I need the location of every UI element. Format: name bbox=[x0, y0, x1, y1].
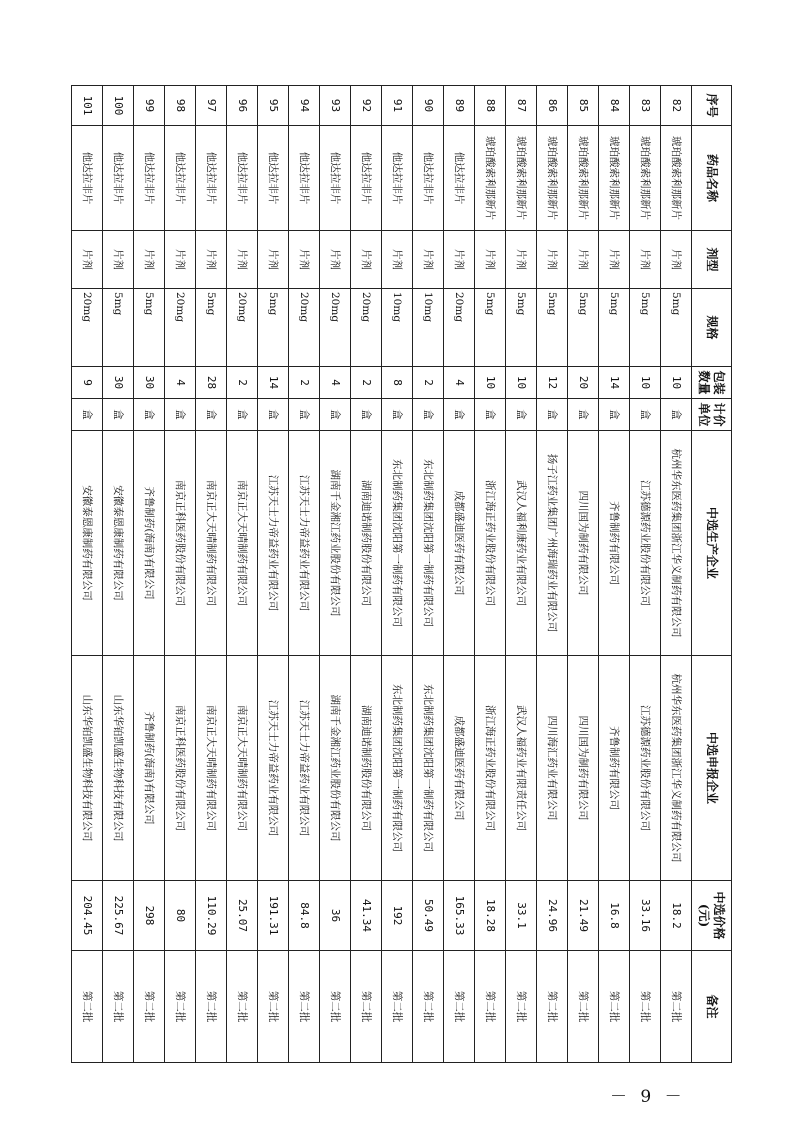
cell-unit: 盒 bbox=[72, 399, 103, 431]
cell-unit: 盒 bbox=[444, 399, 475, 431]
cell-spec: 5mg bbox=[134, 289, 165, 367]
cell-drug-name: 琥珀酸索利那新片 bbox=[630, 126, 661, 231]
cell-spec: 5mg bbox=[599, 289, 630, 367]
cell-note: 第二批 bbox=[475, 951, 506, 1063]
cell-price: 16.8 bbox=[599, 881, 630, 951]
cell-drug-name: 他达拉非片 bbox=[382, 126, 413, 231]
cell-price: 33.1 bbox=[506, 881, 537, 951]
header-applicant: 中选申报企业 bbox=[692, 656, 732, 881]
cell-price: 18.2 bbox=[661, 881, 692, 951]
cell-form: 片剂 bbox=[661, 231, 692, 289]
cell-pack-qty: 2 bbox=[289, 367, 320, 399]
cell-producer: 东北制药集团沈阳第一制药有限公司 bbox=[413, 431, 444, 656]
cell-drug-name: 他达拉非片 bbox=[444, 126, 475, 231]
table-row bbox=[227, 86, 258, 1063]
cell-pack-qty: 12 bbox=[537, 367, 568, 399]
cell-note: 第二批 bbox=[506, 951, 537, 1063]
cell-price: 33.16 bbox=[630, 881, 661, 951]
cell-note: 第二批 bbox=[289, 951, 320, 1063]
table-row bbox=[289, 86, 320, 1063]
cell-pack-qty: 4 bbox=[165, 367, 196, 399]
cell-seq: 93 bbox=[320, 86, 351, 126]
cell-seq: 88 bbox=[475, 86, 506, 126]
table-row bbox=[320, 86, 351, 1063]
cell-note: 第二批 bbox=[103, 951, 134, 1063]
cell-drug-name: 他达拉非片 bbox=[320, 126, 351, 231]
cell-pack-qty: 20 bbox=[568, 367, 599, 399]
cell-applicant: 湖南千金湘江药业股份有限公司 bbox=[320, 656, 351, 881]
cell-form: 片剂 bbox=[630, 231, 661, 289]
cell-form: 片剂 bbox=[382, 231, 413, 289]
cell-unit: 盒 bbox=[630, 399, 661, 431]
cell-note: 第二批 bbox=[196, 951, 227, 1063]
cell-unit: 盒 bbox=[134, 399, 165, 431]
cell-seq: 92 bbox=[351, 86, 382, 126]
cell-pack-qty: 14 bbox=[258, 367, 289, 399]
cell-applicant: 武汉人福药业有限责任公司 bbox=[506, 656, 537, 881]
page-number: － 9 － bbox=[610, 1087, 686, 1107]
cell-applicant: 江苏天士力帝益药业有限公司 bbox=[258, 656, 289, 881]
cell-spec: 5mg bbox=[630, 289, 661, 367]
cell-seq: 87 bbox=[506, 86, 537, 126]
cell-seq: 85 bbox=[568, 86, 599, 126]
cell-applicant: 杭州华东医药集团浙江华义制药有限公司 bbox=[661, 656, 692, 881]
cell-producer: 东北制药集团沈阳第一制药有限公司 bbox=[382, 431, 413, 656]
cell-note: 第二批 bbox=[227, 951, 258, 1063]
cell-spec: 10mg bbox=[382, 289, 413, 367]
header-producer: 中选生产企业 bbox=[692, 431, 732, 656]
cell-form: 片剂 bbox=[72, 231, 103, 289]
table-row bbox=[103, 86, 134, 1063]
cell-unit: 盒 bbox=[382, 399, 413, 431]
cell-price: 80 bbox=[165, 881, 196, 951]
cell-applicant: 齐鲁制药(海南)有限公司 bbox=[134, 656, 165, 881]
cell-spec: 5mg bbox=[258, 289, 289, 367]
cell-price: 192 bbox=[382, 881, 413, 951]
cell-spec: 20mg bbox=[289, 289, 320, 367]
cell-drug-name: 他达拉非片 bbox=[227, 126, 258, 231]
cell-pack-qty: 2 bbox=[413, 367, 444, 399]
cell-unit: 盒 bbox=[289, 399, 320, 431]
cell-spec: 20mg bbox=[444, 289, 475, 367]
cell-pack-qty: 2 bbox=[227, 367, 258, 399]
cell-form: 片剂 bbox=[196, 231, 227, 289]
cell-seq: 100 bbox=[103, 86, 134, 126]
cell-spec: 5mg bbox=[506, 289, 537, 367]
table-row bbox=[506, 86, 537, 1063]
table-row bbox=[599, 86, 630, 1063]
header-name: 药品名称 bbox=[692, 126, 732, 231]
cell-note: 第二批 bbox=[444, 951, 475, 1063]
cell-producer: 武汉人福利康药业有限公司 bbox=[506, 431, 537, 656]
cell-price: 110.29 bbox=[196, 881, 227, 951]
table-row bbox=[630, 86, 661, 1063]
cell-drug-name: 他达拉非片 bbox=[165, 126, 196, 231]
cell-spec: 20mg bbox=[351, 289, 382, 367]
cell-form: 片剂 bbox=[413, 231, 444, 289]
cell-applicant: 齐鲁制药有限公司 bbox=[599, 656, 630, 881]
cell-applicant: 四川海汇药业有限公司 bbox=[537, 656, 568, 881]
cell-price: 225.67 bbox=[103, 881, 134, 951]
cell-seq: 89 bbox=[444, 86, 475, 126]
cell-unit: 盒 bbox=[165, 399, 196, 431]
cell-form: 片剂 bbox=[537, 231, 568, 289]
cell-form: 片剂 bbox=[165, 231, 196, 289]
cell-note: 第二批 bbox=[72, 951, 103, 1063]
cell-drug-name: 他达拉非片 bbox=[103, 126, 134, 231]
cell-form: 片剂 bbox=[568, 231, 599, 289]
cell-unit: 盒 bbox=[196, 399, 227, 431]
cell-form: 片剂 bbox=[599, 231, 630, 289]
cell-producer: 南京正科医药股份有限公司 bbox=[165, 431, 196, 656]
cell-producer: 齐鲁制药(海南)有限公司 bbox=[134, 431, 165, 656]
cell-unit: 盒 bbox=[537, 399, 568, 431]
cell-seq: 98 bbox=[165, 86, 196, 126]
cell-drug-name: 他达拉非片 bbox=[351, 126, 382, 231]
cell-seq: 83 bbox=[630, 86, 661, 126]
cell-unit: 盒 bbox=[351, 399, 382, 431]
rotated-table-container bbox=[80, 85, 732, 1062]
table-body bbox=[72, 86, 692, 1063]
cell-pack-qty: 4 bbox=[320, 367, 351, 399]
cell-drug-name: 他达拉非片 bbox=[258, 126, 289, 231]
cell-spec: 5mg bbox=[475, 289, 506, 367]
cell-pack-qty: 30 bbox=[134, 367, 165, 399]
cell-note: 第二批 bbox=[630, 951, 661, 1063]
cell-producer: 浙江海正药业股份有限公司 bbox=[475, 431, 506, 656]
cell-applicant: 山东华铂凯盛生物科技有限公司 bbox=[103, 656, 134, 881]
header-note: 备注 bbox=[692, 951, 732, 1063]
cell-producer: 湖南迪诺制药股份有限公司 bbox=[351, 431, 382, 656]
table-row bbox=[196, 86, 227, 1063]
cell-form: 片剂 bbox=[258, 231, 289, 289]
cell-price: 191.31 bbox=[258, 881, 289, 951]
cell-note: 第二批 bbox=[320, 951, 351, 1063]
cell-producer: 安徽泰恩康制药有限公司 bbox=[72, 431, 103, 656]
cell-seq: 84 bbox=[599, 86, 630, 126]
cell-spec: 5mg bbox=[568, 289, 599, 367]
cell-drug-name: 琥珀酸索利那新片 bbox=[475, 126, 506, 231]
cell-producer: 扬子江药业集团广州海瑞药业有限公司 bbox=[537, 431, 568, 656]
cell-pack-qty: 14 bbox=[599, 367, 630, 399]
cell-applicant: 南京正大天晴制药有限公司 bbox=[227, 656, 258, 881]
cell-pack-qty: 10 bbox=[506, 367, 537, 399]
cell-pack-qty: 2 bbox=[351, 367, 382, 399]
cell-applicant: 浙江海正药业股份有限公司 bbox=[475, 656, 506, 881]
cell-form: 片剂 bbox=[475, 231, 506, 289]
cell-seq: 95 bbox=[258, 86, 289, 126]
cell-applicant: 山东华铂凯盛生物科技有限公司 bbox=[72, 656, 103, 881]
cell-form: 片剂 bbox=[320, 231, 351, 289]
cell-pack-qty: 9 bbox=[72, 367, 103, 399]
cell-producer: 江苏天士力帝益药业有限公司 bbox=[258, 431, 289, 656]
cell-unit: 盒 bbox=[227, 399, 258, 431]
cell-price: 41.34 bbox=[351, 881, 382, 951]
table-row bbox=[444, 86, 475, 1063]
cell-producer: 四川国为制药有限公司 bbox=[568, 431, 599, 656]
cell-producer: 安徽泰恩康制药有限公司 bbox=[103, 431, 134, 656]
cell-applicant: 东北制药集团沈阳第一制药有限公司 bbox=[382, 656, 413, 881]
table-row bbox=[165, 86, 196, 1063]
cell-producer: 齐鲁制药有限公司 bbox=[599, 431, 630, 656]
cell-spec: 5mg bbox=[103, 289, 134, 367]
cell-drug-name: 琥珀酸索利那新片 bbox=[568, 126, 599, 231]
cell-producer: 南京正大天晴制药有限公司 bbox=[196, 431, 227, 656]
cell-spec: 5mg bbox=[196, 289, 227, 367]
header-form: 剂型 bbox=[692, 231, 732, 289]
cell-producer: 江苏德源药业股份有限公司 bbox=[630, 431, 661, 656]
cell-drug-name: 琥珀酸索利那新片 bbox=[537, 126, 568, 231]
table-row bbox=[382, 86, 413, 1063]
cell-form: 片剂 bbox=[227, 231, 258, 289]
cell-seq: 96 bbox=[227, 86, 258, 126]
cell-drug-name: 琥珀酸索利那新片 bbox=[599, 126, 630, 231]
table-row bbox=[72, 86, 103, 1063]
cell-unit: 盒 bbox=[506, 399, 537, 431]
cell-price: 50.49 bbox=[413, 881, 444, 951]
cell-note: 第二批 bbox=[413, 951, 444, 1063]
cell-note: 第二批 bbox=[382, 951, 413, 1063]
cell-price: 165.33 bbox=[444, 881, 475, 951]
cell-spec: 10mg bbox=[413, 289, 444, 367]
table-row bbox=[568, 86, 599, 1063]
cell-price: 204.45 bbox=[72, 881, 103, 951]
cell-drug-name: 琥珀酸索利那新片 bbox=[506, 126, 537, 231]
cell-applicant: 南京正大天晴制药有限公司 bbox=[196, 656, 227, 881]
table-row bbox=[661, 86, 692, 1063]
cell-note: 第二批 bbox=[661, 951, 692, 1063]
cell-applicant: 江苏德源药业股份有限公司 bbox=[630, 656, 661, 881]
cell-seq: 86 bbox=[537, 86, 568, 126]
cell-pack-qty: 8 bbox=[382, 367, 413, 399]
cell-applicant: 南京正科医药股份有限公司 bbox=[165, 656, 196, 881]
cell-unit: 盒 bbox=[568, 399, 599, 431]
cell-drug-name: 他达拉非片 bbox=[134, 126, 165, 231]
procurement-table bbox=[71, 85, 732, 1063]
table-row bbox=[258, 86, 289, 1063]
cell-price: 84.8 bbox=[289, 881, 320, 951]
cell-drug-name: 他达拉非片 bbox=[72, 126, 103, 231]
cell-producer: 湖南千金湘江药业股份有限公司 bbox=[320, 431, 351, 656]
cell-drug-name: 他达拉非片 bbox=[413, 126, 444, 231]
cell-unit: 盒 bbox=[599, 399, 630, 431]
cell-drug-name: 他达拉非片 bbox=[289, 126, 320, 231]
cell-spec: 20mg bbox=[165, 289, 196, 367]
cell-note: 第二批 bbox=[134, 951, 165, 1063]
cell-applicant: 成都盛迪医药有限公司 bbox=[444, 656, 475, 881]
header-pack-qty: 包装数量 bbox=[692, 367, 732, 399]
cell-applicant: 四川国为制药有限公司 bbox=[568, 656, 599, 881]
cell-producer: 南京正大天晴制药有限公司 bbox=[227, 431, 258, 656]
cell-price: 298 bbox=[134, 881, 165, 951]
cell-price: 21.49 bbox=[568, 881, 599, 951]
cell-unit: 盒 bbox=[320, 399, 351, 431]
cell-note: 第二批 bbox=[599, 951, 630, 1063]
cell-producer: 成都盛迪医药有限公司 bbox=[444, 431, 475, 656]
table-row bbox=[475, 86, 506, 1063]
header-price: 中选价格(元) bbox=[692, 881, 732, 951]
table-row bbox=[413, 86, 444, 1063]
cell-form: 片剂 bbox=[351, 231, 382, 289]
cell-note: 第二批 bbox=[165, 951, 196, 1063]
cell-note: 第二批 bbox=[568, 951, 599, 1063]
cell-applicant: 东北制药集团沈阳第一制药有限公司 bbox=[413, 656, 444, 881]
header-spec: 规格 bbox=[692, 289, 732, 367]
cell-seq: 101 bbox=[72, 86, 103, 126]
cell-spec: 20mg bbox=[320, 289, 351, 367]
cell-pack-qty: 4 bbox=[444, 367, 475, 399]
cell-note: 第二批 bbox=[351, 951, 382, 1063]
cell-pack-qty: 10 bbox=[630, 367, 661, 399]
cell-note: 第二批 bbox=[258, 951, 289, 1063]
cell-producer: 江苏天士力帝益药业有限公司 bbox=[289, 431, 320, 656]
cell-pack-qty: 10 bbox=[661, 367, 692, 399]
cell-price: 24.96 bbox=[537, 881, 568, 951]
cell-unit: 盒 bbox=[475, 399, 506, 431]
cell-seq: 99 bbox=[134, 86, 165, 126]
cell-form: 片剂 bbox=[444, 231, 475, 289]
table-row bbox=[537, 86, 568, 1063]
cell-seq: 94 bbox=[289, 86, 320, 126]
cell-form: 片剂 bbox=[289, 231, 320, 289]
cell-pack-qty: 28 bbox=[196, 367, 227, 399]
cell-spec: 5mg bbox=[537, 289, 568, 367]
cell-unit: 盒 bbox=[413, 399, 444, 431]
cell-unit: 盒 bbox=[258, 399, 289, 431]
cell-price: 18.28 bbox=[475, 881, 506, 951]
cell-spec: 20mg bbox=[72, 289, 103, 367]
cell-pack-qty: 30 bbox=[103, 367, 134, 399]
cell-applicant: 江苏天士力帝益药业有限公司 bbox=[289, 656, 320, 881]
cell-form: 片剂 bbox=[506, 231, 537, 289]
header-unit: 计价单位 bbox=[692, 399, 732, 431]
cell-seq: 82 bbox=[661, 86, 692, 126]
cell-spec: 5mg bbox=[661, 289, 692, 367]
table-row bbox=[351, 86, 382, 1063]
cell-form: 片剂 bbox=[103, 231, 134, 289]
cell-spec: 20mg bbox=[227, 289, 258, 367]
table-row bbox=[134, 86, 165, 1063]
cell-price: 36 bbox=[320, 881, 351, 951]
header-row bbox=[692, 86, 732, 1063]
cell-applicant: 湖南迪诺制药股份有限公司 bbox=[351, 656, 382, 881]
cell-pack-qty: 10 bbox=[475, 367, 506, 399]
cell-drug-name: 他达拉非片 bbox=[196, 126, 227, 231]
cell-drug-name: 琥珀酸索利那新片 bbox=[661, 126, 692, 231]
cell-seq: 90 bbox=[413, 86, 444, 126]
cell-seq: 97 bbox=[196, 86, 227, 126]
header-seq: 序号 bbox=[692, 86, 732, 126]
cell-producer: 杭州华东医药集团浙江华义制药有限公司 bbox=[661, 431, 692, 656]
cell-unit: 盒 bbox=[661, 399, 692, 431]
cell-price: 25.07 bbox=[227, 881, 258, 951]
cell-form: 片剂 bbox=[134, 231, 165, 289]
cell-note: 第二批 bbox=[537, 951, 568, 1063]
cell-unit: 盒 bbox=[103, 399, 134, 431]
cell-seq: 91 bbox=[382, 86, 413, 126]
